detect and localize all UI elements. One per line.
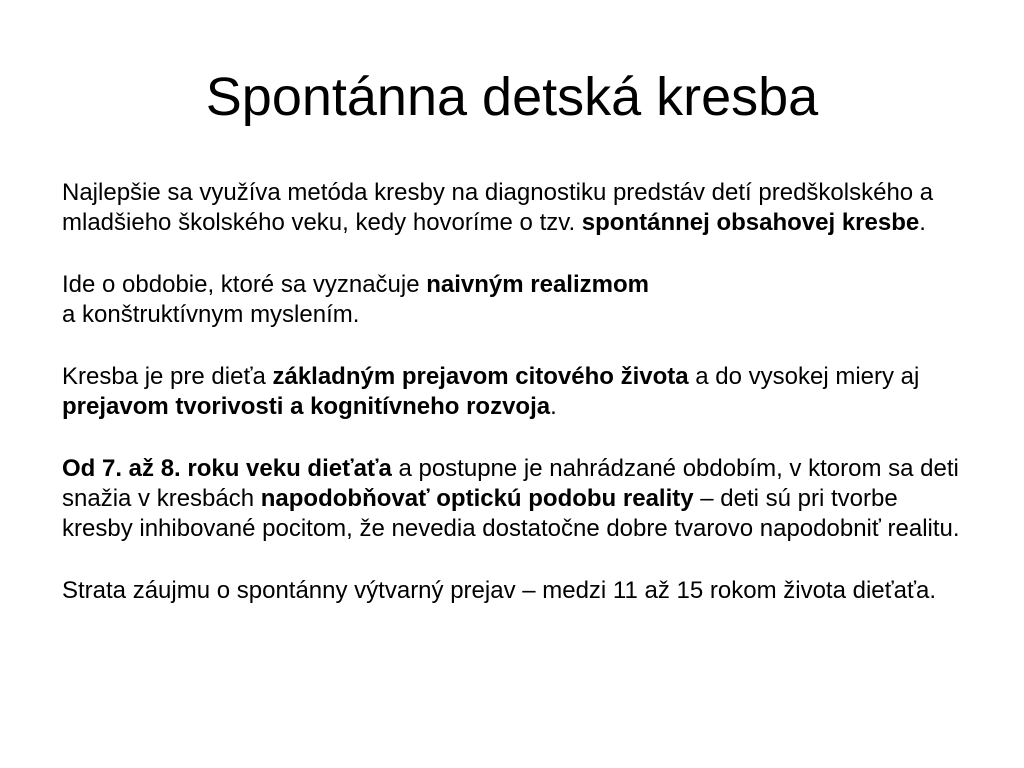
paragraph-text: Kresba je pre dieťa — [62, 363, 273, 390]
slide-title: Spontánna detská kresba — [205, 67, 819, 127]
paragraph-text: . — [919, 209, 926, 236]
emphasis-text: spontánnej obsahovej kresbe — [581, 209, 920, 236]
paragraph-text: a konštruktívnym myslením. — [62, 301, 360, 328]
paragraph-text: – deti sú pri tvorbe kresby inhibované pocitom, že nevedia dostatočne dobre tvarovo napodobniť realitu. — [62, 485, 960, 542]
paragraph-5 — [62, 576, 962, 606]
emphasis-text: Od 7. až 8. roku veku dieťaťa — [62, 455, 392, 482]
paragraph-3 — [62, 362, 962, 422]
paragraph-text: Ide o obdobie, ktoré sa vyznačuje — [62, 271, 427, 298]
paragraph-text: Strata záujmu o spontánny výtvarný prejav – medzi 11 až 15 rokom života dieťaťa. — [62, 577, 936, 604]
paragraph-text: . — [550, 393, 557, 420]
emphasis-text: základným prejavom citového života — [272, 363, 689, 390]
slide-body — [62, 178, 962, 638]
paragraph-text: Najlepšie sa využíva metóda kresby na diagnostiku predstáv detí predškolského a mladšieho školského veku, kedy hovoríme o tzv. — [62, 179, 934, 236]
paragraph-text: a postupne je nahrádzané obdobím, v ktorom sa deti snažia v kresbách — [62, 455, 959, 512]
paragraph-4 — [62, 454, 962, 544]
emphasis-text: naivným realizmom — [426, 271, 649, 298]
emphasis-text: prejavom tvorivosti a kognitívneho rozvoja — [62, 393, 551, 420]
paragraph-2 — [62, 270, 962, 330]
paragraph-text: a do vysokej miery aj — [688, 363, 920, 390]
paragraph-1 — [62, 178, 962, 238]
emphasis-text: napodobňovať optickú podobu reality — [260, 485, 694, 512]
